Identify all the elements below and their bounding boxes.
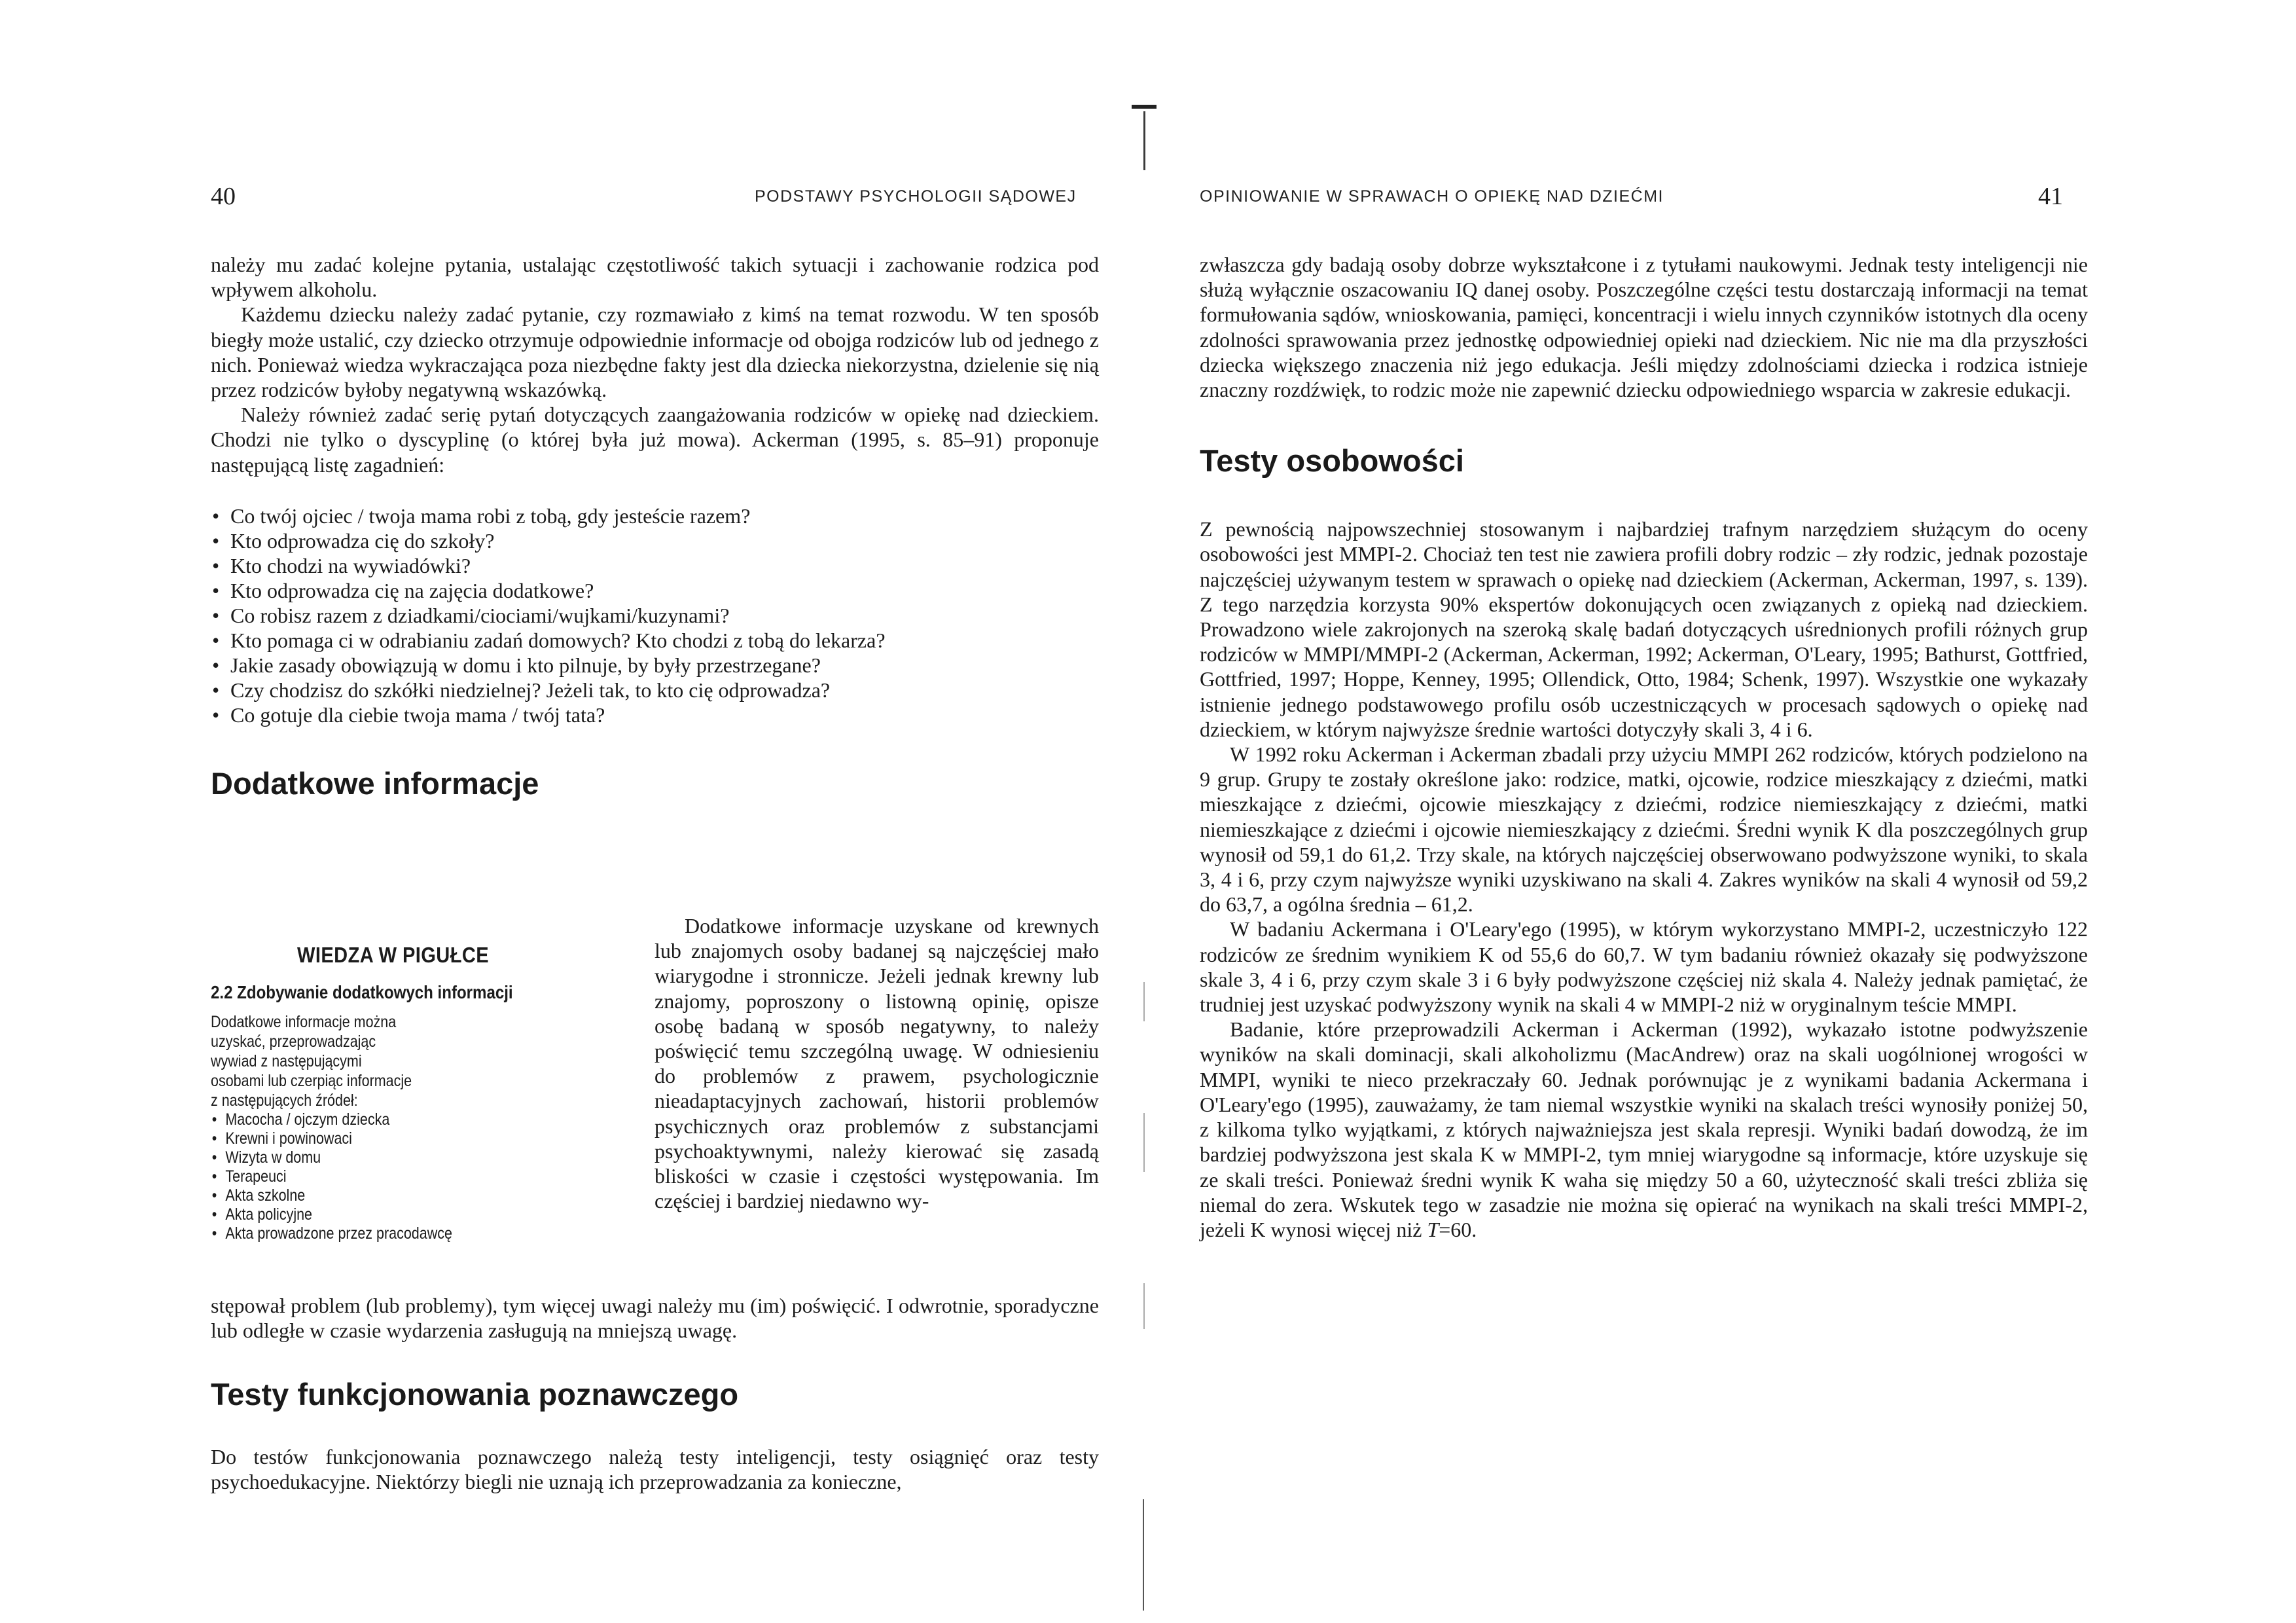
list-item: • Co twój ojciec / twoja mama robi z tobą, gdy jesteście razem? bbox=[211, 503, 1099, 528]
list-item: • Kto odprowadza cię na zajęcia dodatkowe? bbox=[211, 578, 1099, 603]
list-item: • Terapeuci bbox=[211, 1167, 543, 1186]
list-item: • Akta prowadzone przez pracodawcę bbox=[211, 1224, 543, 1243]
left-column bbox=[211, 252, 1099, 801]
list-item: • Kto odprowadza cię do szkoły? bbox=[211, 528, 1099, 553]
page-number: 41 bbox=[2038, 183, 2063, 210]
running-head: OPINIOWANIE W SPRAWACH O OPIEKĘ NAD DZIEĆMI bbox=[1200, 187, 1664, 206]
section-text bbox=[1200, 517, 2088, 1242]
paragraph: Dodatkowe informacje uzyskane od krewnych lub znajomych osoby badanej są najczęściej mało wiarygodne i stronnicze. Jeżeli jednak krewny lub znajomy, poproszony o listowną opinię, opisze osobę badaną w sposób negatywny, to należy poświęcić temu szczególną uwagę. W odniesieniu do problemów z prawem, psychologicznie nieadaptacyjnych zachowań, historii problemów psychicznych oraz problemów z substancjami psychoaktywnymi, należy kierować się zasadą bliskości w czasie i częstości występowania. Im częściej i bardziej niedawno wy- bbox=[655, 914, 1099, 1213]
list-item: • Co robisz razem z dziadkami/ciociami/wujkami/kuzynami? bbox=[211, 603, 1099, 628]
box-label: WIEDZA W PIGUŁCE bbox=[297, 943, 490, 967]
intro-text bbox=[211, 252, 1099, 477]
paragraph-suffix: =60. bbox=[1439, 1217, 1477, 1241]
wrap-tail bbox=[211, 1293, 1099, 1494]
paragraph: Należy również zadać serię pytań dotyczących zaangażowania rodziców w opiekę nad dzieckiem. Chodzi nie tylko o dyscyplinę (o której była już mowa). Ackerman (1995, s. 85–91) proponuje następującą listę zagadnień: bbox=[211, 403, 1099, 477]
list-item: • Kto pomaga ci w odrabianiu zadań domowych? Kto chodzi z tobą do lekarza? bbox=[211, 628, 1099, 653]
knowledge-box bbox=[211, 943, 597, 1243]
list-item: • Akta szkolne bbox=[211, 1186, 543, 1205]
list-item: • Co gotuje dla ciebie twoja mama / twój tata? bbox=[211, 702, 1099, 727]
list-item: • Akta policyjne bbox=[211, 1205, 543, 1224]
wrap-paragraph bbox=[655, 913, 1099, 1213]
list-item: • Wizyta w domu bbox=[211, 1148, 543, 1167]
paragraph: W 1992 roku Ackerman i Ackerman zbadali przy użyciu MMPI 262 rodziców, których podzielono na 9 grup. Grupy te zostały określone jako: rodzice, matki, ojcowie, rodzice mieszkający z dziećmi, matki mieszkające z dziećmi, ojcowie mieszkający z dziećmi, rodzice niemieszkający z dziećmi, matki niemieszkające z dziećmi i ojcowie niemieszkający z dziećmi. Średni wynik K dla poszczególnych grup wynosił od 59,1 do 61,2. Trzy skale, na których najczęściej obserwowano podwyższone wyniki, to skala 3, 4 i 6, przy czym najwyższe wyniki uzyskiwano na skali 4. Zakres wyników na skali 4 wynosił od 59,2 do 63,7, a ogólna średnia – 61,2. bbox=[1200, 742, 2088, 917]
box-text: Dodatkowe informacje można uzyskać, przeprowadzając wywiad z następującymi osobami lub czerpiąc informacje z następujących źródeł: bbox=[211, 1013, 412, 1110]
list-item: • Macocha / ojczym dziecka bbox=[211, 1110, 543, 1129]
page-number: 40 bbox=[211, 183, 236, 210]
section-heading: Dodatkowe informacje bbox=[211, 765, 539, 801]
list-item: • Kto chodzi na wywiadówki? bbox=[211, 553, 1099, 578]
paragraph: W badaniu Ackermana i O'Leary'ego (1995), w którym wykorzystano MMPI-2, uczestniczyło 122 rodziców ze średnim wynikiem K od 55,6 do 60,7. W tym badaniu również okazały się podwyższone skale 3, 4 i 6, przy czym skale 3 i 6 były podwyższone częściej niż skala 4. Należy jednak pamiętać, że trudniej jest uzyskać podwyższony wynik na skali 4 w MMPI-2 niż w oryginalnym teście MMPI. bbox=[1200, 917, 2088, 1017]
paragraph: Każdemu dziecku należy zadać pytanie, czy rozmawiało z kimś na temat rozwodu. W ten sposób biegły może ustalić, czy dziecko otrzymuje odpowiednie informacje od obojga rodziców lub od jednego z nich. Ponieważ wiedza wykraczająca poza niezbędne fakty jest dla dziecka niekorzystna, dzielenie się nią przez rodziców byłoby negatywną wskazówką. bbox=[211, 302, 1099, 402]
list-item: • Krewni i powinowaci bbox=[211, 1129, 543, 1148]
paragraph: należy mu zadać kolejne pytania, ustalając częstotliwość takich sytuacji i zachowanie rodzica pod wpływem alkoholu. bbox=[211, 253, 1099, 302]
running-head: PODSTAWY PSYCHOLOGII SĄDOWEJ bbox=[755, 187, 1077, 206]
box-list bbox=[211, 1110, 543, 1243]
section-heading: Testy osobowości bbox=[1200, 443, 1464, 479]
paragraph-text: Badanie, które przeprowadzili Ackerman i Ackerman (1992), wykazało istotne podwyższenie wyników na skali dominacji, skali alkoholizmu (MacAndrew) oraz na skali uogólnionej wrogości w MMPI, wyniki te nieco przekraczały 60. Jednak porównując je z wynikami badania Ackermana i O'Leary'ego (1995), zauważamy, że tam niemal wszystkie wyniki na skalach treści wynosiły poniżej 50, z kilkoma tylko wyjątkami, z których najważniejsza jest skala represji. Wyniki badań dowodzą, że im bardziej podwyższona jest skala K w MMPI-2, tym mniej wiarygodne są informacje, które uzyskuje się ze skali treści. Ponieważ średni wynik K waha się między 50 a 60, użyteczność skali treści zbliża się niemal do zera. Wskutek tego w zasadzie nie można się opierać na wynikach na skali treści MMPI-2, jeżeli K wynosi więcej niż bbox=[1200, 1017, 2088, 1241]
paragraph: stępował problem (lub problemy), tym więcej uwagi należy mu (im) poświęcić. I odwrotnie, sporadyczne lub odległe w czasie wydarzenia zasługują na mniejszą uwagę. bbox=[211, 1294, 1099, 1343]
intro-text bbox=[1200, 252, 2088, 402]
box-title: 2.2 Zdobywanie dodatkowych informacji bbox=[211, 982, 513, 1002]
paragraph bbox=[1200, 1017, 2088, 1242]
list-item: • Czy chodzisz do szkółki niedzielnej? Jeżeli tak, to kto cię odprowadza? bbox=[211, 678, 1099, 702]
paragraph: Do testów funkcjonowania poznawczego należą testy inteligencji, testy osiągnięć oraz testy psychoedukacyjne. Niektórzy biegli nie uznają ich przeprowadzania za konieczne, bbox=[211, 1444, 1099, 1493]
paragraph: Z pewnością najpowszechniej stosowanym i najbardziej trafnym narzędziem służącym do oceny osobowości jest MMPI-2. Chociaż ten test nie zawiera profili dobry rodzic – zły rodzic, jednak pozostaje najczęściej używanym testem w sprawach o opiekę nad dzieckiem (Ackerman, Ackerman, 1997, s. 139). Z tego narzędzia korzysta 90% ekspertów dokonujących ocen związanych z opieką nad dzieckiem. Prowadzono wiele zakrojonych na szeroką skalę badań dotyczących uśrednionych profili różnych grup rodziców w MMPI/MMPI-2 (Ackerman, Ackerman, 1992; Ackerman, O'Leary, 1995; Bathurst, Gottfried, Gottfried, 1997; Hoppe, Kenney, 1995; Ollendick, Otto, 1984; Schenk, 1997). Wszystkie one wykazały istnienie jednego podstawowego profilu osób uczestniczących w procesach sądowych o opiekę nad dzieckiem, w którym najwyższe średnie wartości dotyczyły skali 3, 4 i 6. bbox=[1200, 517, 2088, 741]
section-heading: Testy funkcjonowania poznawczego bbox=[211, 1377, 739, 1412]
list-item: • Jakie zasady obowiązują w domu i kto pilnuje, by były przestrzegane? bbox=[211, 653, 1099, 678]
right-column bbox=[1200, 252, 2088, 1242]
paragraph: zwłaszcza gdy badają osoby dobrze wykształcone i z tytułami naukowymi. Jednak testy inteligencji nie służą wyłącznie oszacowaniu IQ danej osoby. Poszczególne części testu dostarczają informacji na temat formułowania sądów, wnioskowania, pamięci, koncentracji i wielu innych czynników istotnych dla oceny zdolności sprawowania przez jednostkę odpowiedniej opieki nad dzieckiem. Nic nie ma dla przyszłości dziecka większego znaczenia niż jego edukacja. Jeśli między zdolnościami dziecka i rodzica istnieje znaczny rozdźwięk, to rodzic może nie zapewnić dziecku odpowiedniego wsparcia w zakresie edukacji. bbox=[1200, 253, 2088, 402]
question-list bbox=[211, 503, 1099, 727]
symbol-t: T bbox=[1427, 1217, 1439, 1241]
